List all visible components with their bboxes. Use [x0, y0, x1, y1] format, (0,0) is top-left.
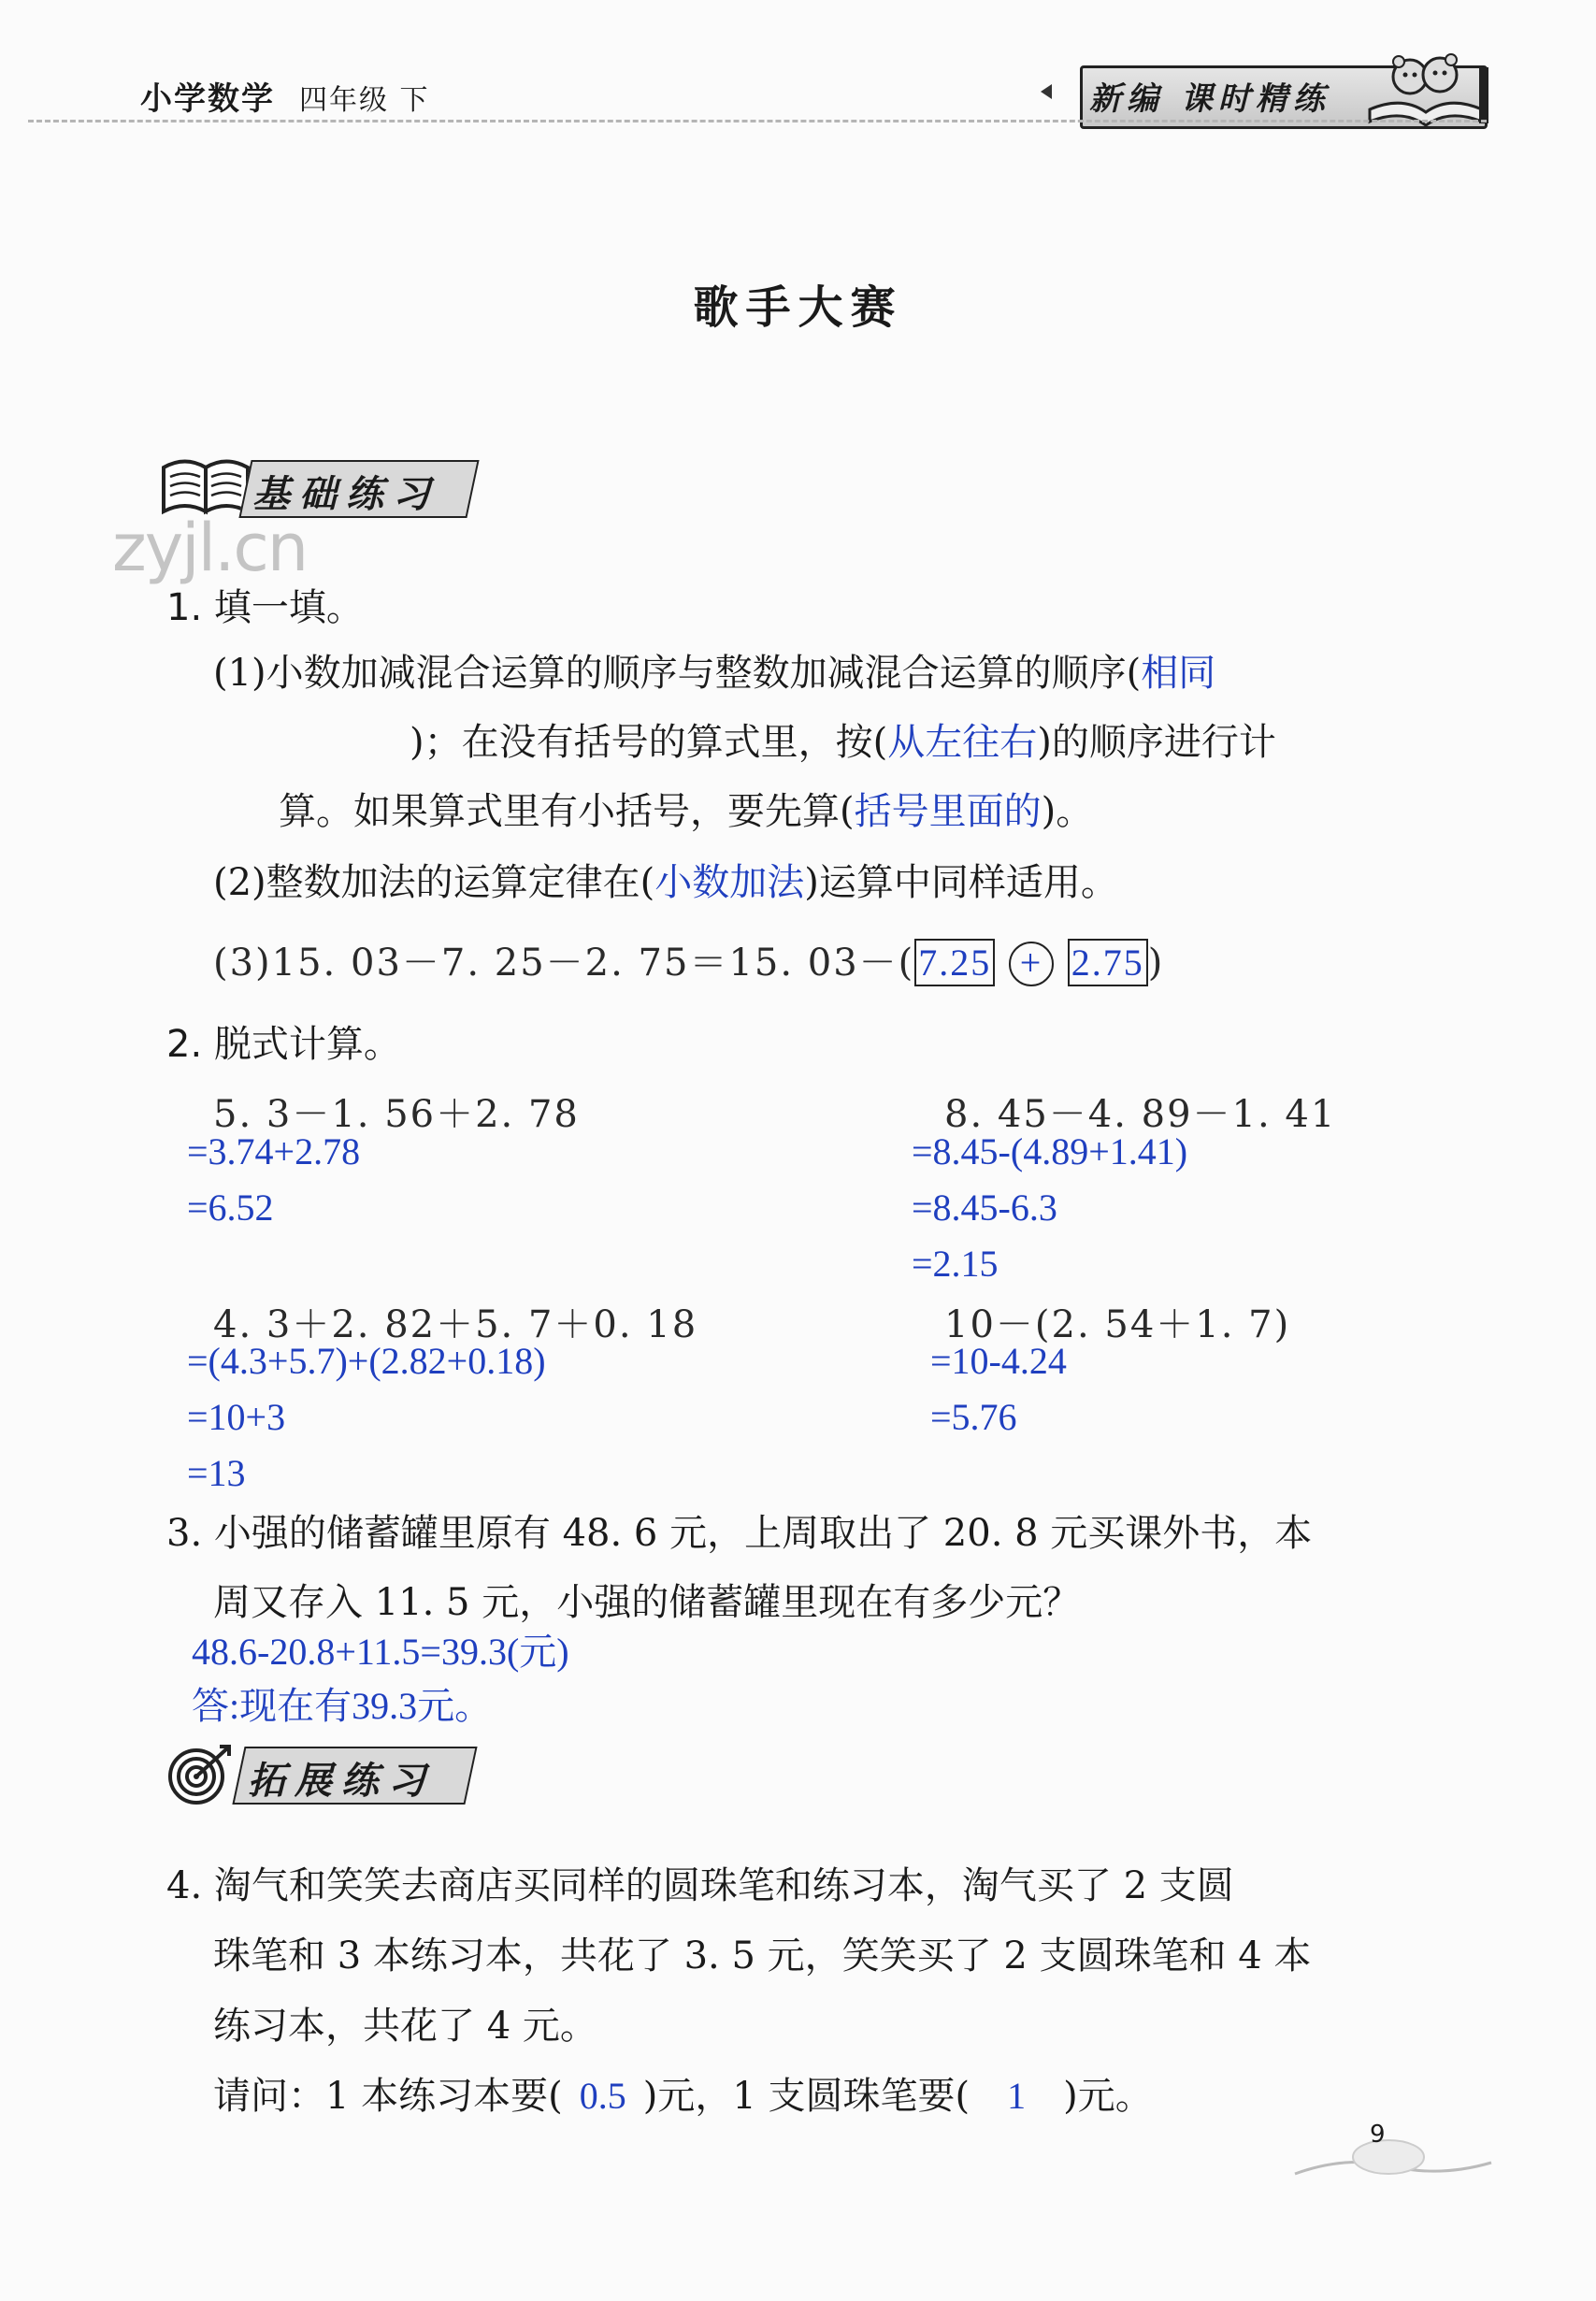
- q1-p3-operator-circle: +: [1009, 942, 1054, 986]
- q1-p2-answer: 小数加法: [654, 861, 805, 904]
- q3-answer-1: 48.6-20.8+11.5=39.3(元): [192, 1631, 569, 1673]
- q2b-step-2: =8.45-6.3: [912, 1186, 1057, 1229]
- page-title: 歌手大赛: [693, 281, 903, 334]
- q4-ask-a: 请问：1 本练习本要(: [213, 2075, 563, 2118]
- q4-line-1: 4. 淘气和笑笑去商店买同样的圆珠笔和练习本，淘气买了 2 支圆: [166, 1864, 1234, 1907]
- q3-answer-2: 答:现在有39.3元。: [192, 1685, 493, 1727]
- q1-p1-text-a: (1)小数加减混合运算的顺序与整数加减混合运算的顺序(: [213, 652, 1142, 695]
- header-divider: [28, 120, 1487, 122]
- q4-line-3: 练习本，共花了 4 元。: [213, 2005, 597, 2048]
- q3-line-1: 3. 小强的储蓄罐里原有 48. 6 元，上周取出了 20. 8 元买课外书，本: [166, 1512, 1313, 1555]
- q4-question: [213, 2066, 1153, 2120]
- open-book-bears-icon: [1365, 39, 1487, 128]
- q2a-step-1: =3.74+2.78: [187, 1130, 361, 1172]
- q4-answer-2: 1: [1007, 2075, 1027, 2117]
- header-grade: 四年级 下: [299, 84, 430, 117]
- q4-ask-b: )元，1 支圆珠笔要(: [642, 2075, 971, 2118]
- header-end-bar: [1479, 67, 1488, 123]
- q1-p3-box-2: 2.75: [1068, 939, 1148, 986]
- q2a-step-2: =6.52: [187, 1186, 274, 1229]
- header-arrow-icon: [1041, 84, 1052, 99]
- target-icon: [164, 1741, 238, 1806]
- q1-part1-line3: [279, 782, 1093, 835]
- q1-part2: [213, 853, 1118, 906]
- q2b-expression: 8. 45－4. 89－1. 41: [944, 1093, 1337, 1136]
- q2d-step-2: =5.76: [930, 1396, 1017, 1438]
- q1-label: 1. 填一填。: [166, 586, 364, 629]
- header-subject-text: 小学数学: [140, 80, 275, 118]
- q2c-step-3: =13: [187, 1452, 246, 1494]
- q1-part1-line1: [213, 643, 1215, 697]
- q2c-step-1: =(4.3+5.7)+(2.82+0.18): [187, 1340, 546, 1382]
- q2b-step-3: =2.15: [912, 1243, 999, 1285]
- watermark: zyjl.cn: [112, 510, 308, 586]
- section-extended-label: 拓展练习: [248, 1760, 435, 1803]
- q4-ask-c: )元。: [1063, 2075, 1153, 2118]
- q4-answer-1: 0.5: [579, 2075, 626, 2117]
- page-number: 9: [1370, 2121, 1386, 2149]
- q2a-expression: 5. 3－1. 56＋2. 78: [213, 1093, 580, 1136]
- q2c-expression: 4. 3＋2. 82＋5. 7＋0. 18: [213, 1303, 698, 1346]
- page-swoosh-decoration: [1290, 2136, 1496, 2183]
- q2d-step-1: =10-4.24: [930, 1340, 1067, 1382]
- q3-line-2: 周又存入 11. 5 元，小强的储蓄罐里现在有多少元？: [213, 1581, 1081, 1624]
- q4-line-2: 珠笔和 3 本练习本，共花了 3. 5 元，笑笑买了 2 支圆珠笔和 4 本: [213, 1934, 1312, 1977]
- header-series-text: 新编 课时精练: [1089, 80, 1330, 118]
- section-basic-label: 基础练习: [252, 473, 439, 516]
- q1-p1-answer-1: 相同: [1141, 652, 1216, 695]
- q1-p2-text-a: (2)整数加法的运算定律在(: [213, 861, 655, 904]
- q1-part3: [213, 933, 1164, 986]
- q1-p1-text-d: 算。如果算式里有小括号，要先算(: [279, 790, 855, 833]
- q1-p1-text-e: )。: [1041, 790, 1094, 833]
- q2c-step-2: =10+3: [187, 1396, 286, 1438]
- q1-p1-text-c: )的顺序进行计: [1037, 721, 1276, 764]
- header-subject: [140, 73, 430, 119]
- q2d-expression: 10－(2. 54＋1. 7): [944, 1303, 1291, 1346]
- q1-p1-text-b: )；在没有括号的算式里，按(: [410, 721, 888, 764]
- q1-p3-text-a: (3)15. 03－7. 25－2. 75＝15. 03－(: [213, 942, 915, 985]
- q1-p1-answer-3: 括号里面的: [854, 790, 1042, 833]
- q2b-step-1: =8.45-(4.89+1.41): [912, 1130, 1188, 1172]
- q1-p1-answer-2: 从左往右: [887, 721, 1038, 764]
- q1-part1-line2: [410, 712, 1276, 766]
- q1-p2-text-b: )运算中同样适用。: [804, 861, 1118, 904]
- q1-p3-box-1: 7.25: [914, 939, 995, 986]
- q1-p3-text-b: ): [1147, 942, 1165, 985]
- q2-label: 2. 脱式计算。: [166, 1023, 401, 1066]
